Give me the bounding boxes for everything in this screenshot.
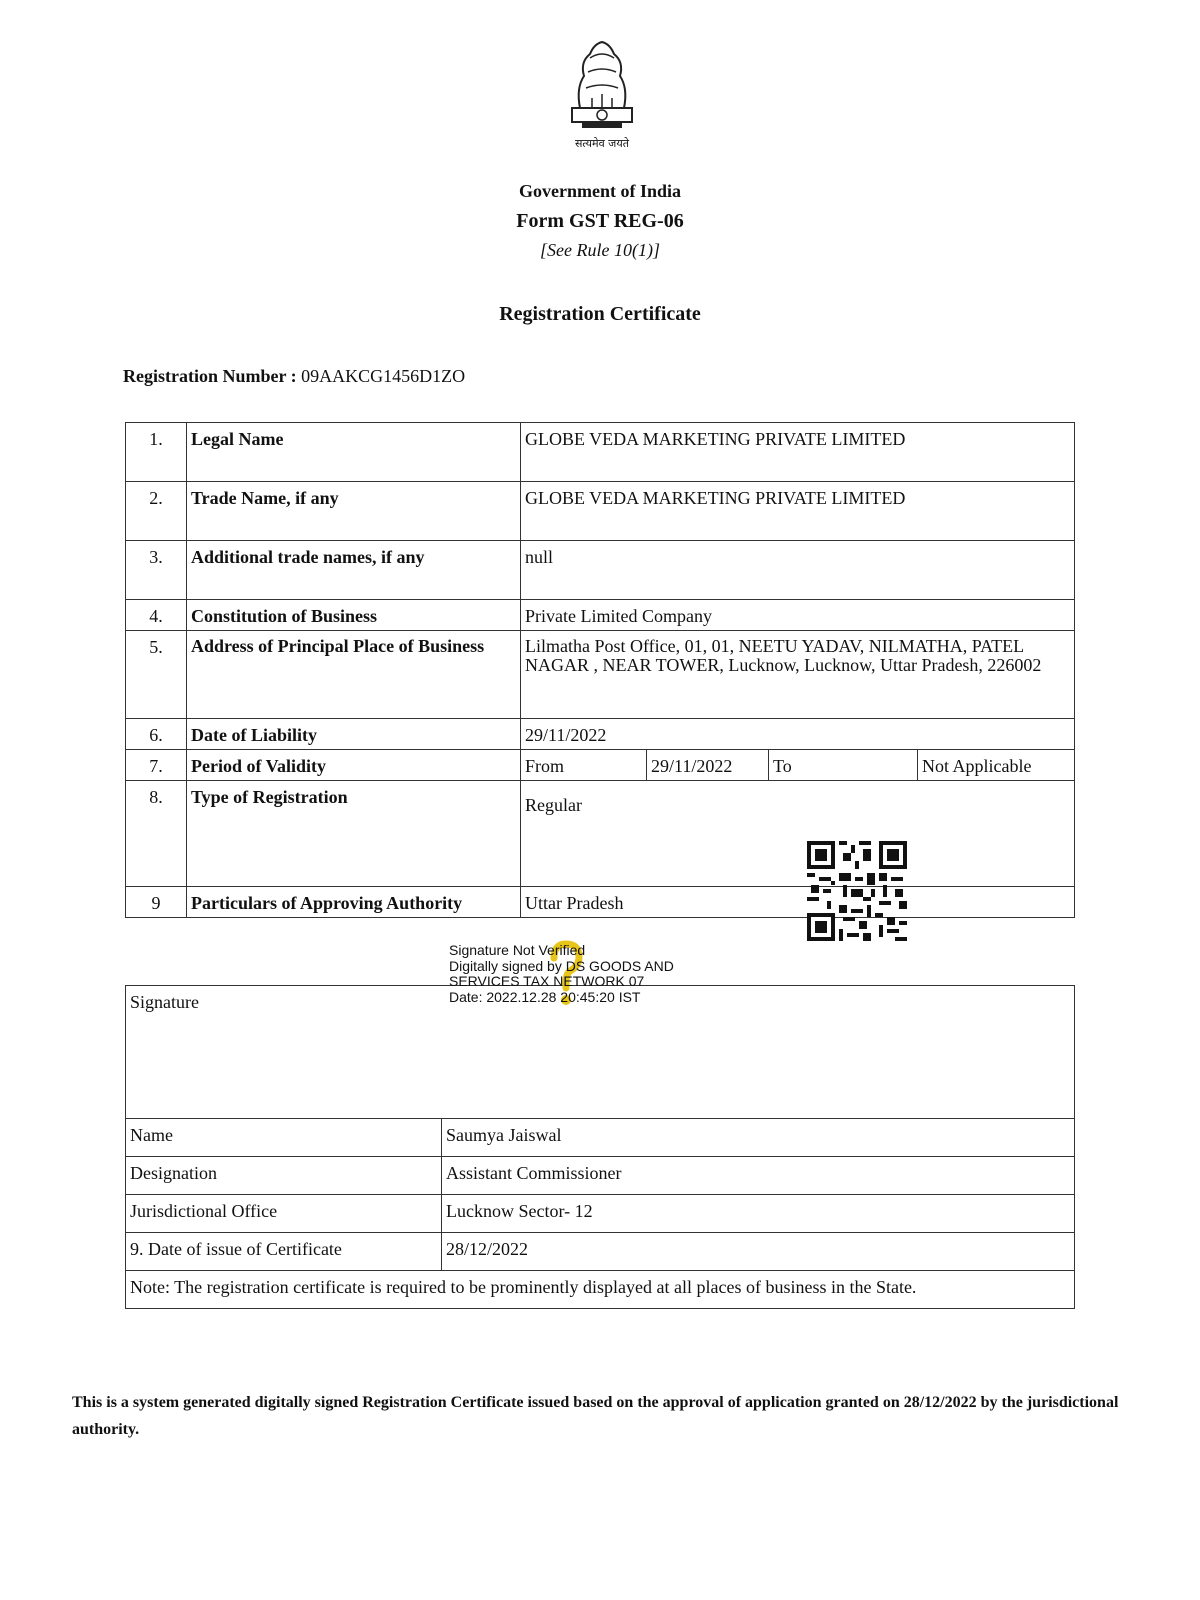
validity-to-date: Not Applicable bbox=[918, 750, 1075, 781]
row-label: Legal Name bbox=[187, 423, 521, 482]
table-row bbox=[126, 1119, 1075, 1157]
validity-from-label: From bbox=[521, 750, 647, 781]
row-label: Period of Validity bbox=[187, 750, 521, 781]
stamp-line: SERVICES TAX NETWORK 07 bbox=[449, 973, 645, 989]
row-label: Additional trade names, if any bbox=[187, 541, 521, 600]
row-number: 9 bbox=[126, 887, 187, 918]
table-row bbox=[126, 631, 1075, 719]
name-label: Name bbox=[126, 1119, 442, 1157]
row-number: 4. bbox=[126, 600, 187, 631]
issue-date-label: 9. Date of issue of Certificate bbox=[126, 1233, 442, 1271]
row-value: GLOBE VEDA MARKETING PRIVATE LIMITED bbox=[521, 482, 1075, 541]
row-number: 1. bbox=[126, 423, 187, 482]
row-label: Particulars of Approving Authority bbox=[187, 887, 521, 918]
stamp-line: Signature Not Verified bbox=[449, 942, 586, 958]
signature-table bbox=[125, 985, 1075, 1309]
designation-label: Designation bbox=[126, 1157, 442, 1195]
issue-date-value: 28/12/2022 bbox=[442, 1233, 1075, 1271]
row-value: Uttar Pradesh bbox=[521, 887, 1075, 918]
row-label: Address of Principal Place of Business bbox=[187, 631, 521, 719]
row-label: Type of Registration bbox=[187, 781, 521, 887]
table-row bbox=[126, 1233, 1075, 1271]
validity-to-label: To bbox=[769, 750, 918, 781]
table-row bbox=[126, 1195, 1075, 1233]
row-number: 8. bbox=[126, 781, 187, 887]
stamp-line: Digitally signed by DS GOODS AND bbox=[449, 957, 674, 974]
form-heading: Form GST REG-06 bbox=[516, 210, 684, 232]
row-number: 2. bbox=[126, 482, 187, 541]
table-row bbox=[126, 986, 1075, 1119]
note-text: Note: The registration certificate is required to be prominently displayed at all places of business in the State. bbox=[126, 1271, 1075, 1309]
row-number: 6. bbox=[126, 719, 187, 750]
row-label: Date of Liability bbox=[187, 719, 521, 750]
table-row bbox=[126, 1271, 1075, 1309]
row-number: 5. bbox=[126, 631, 187, 719]
footer-note: This is a system generated digitally signed Registration Certificate issued based on the approval of application granted on 28/12/2022 by the jurisdictional authority. bbox=[72, 1394, 1119, 1438]
row-number: 3. bbox=[126, 541, 187, 600]
office-label: Jurisdictional Office bbox=[126, 1195, 442, 1233]
table-row bbox=[126, 541, 1075, 600]
signature-label: Signature bbox=[126, 986, 1075, 1119]
table-row bbox=[126, 887, 1075, 918]
rule-reference: [See Rule 10(1)] bbox=[540, 240, 660, 260]
table-row bbox=[126, 1157, 1075, 1195]
registration-number-label: Registration Number : bbox=[123, 366, 297, 386]
validity-from-date: 29/11/2022 bbox=[647, 750, 769, 781]
row-value: GLOBE VEDA MARKETING PRIVATE LIMITED bbox=[521, 423, 1075, 482]
certificate-table bbox=[125, 422, 1075, 918]
table-row bbox=[126, 719, 1075, 750]
table-row bbox=[126, 423, 1075, 482]
digital-signature-stamp bbox=[449, 943, 709, 1005]
table-row bbox=[126, 482, 1075, 541]
registration-number bbox=[123, 366, 465, 387]
government-heading: Government of India bbox=[519, 181, 681, 201]
row-value: Lilmatha Post Office, 01, 01, NEETU YADAV, NILMATHA, PATEL NAGAR , NEAR TOWER, Lucknow, Lucknow, Uttar Pradesh, 226002 bbox=[521, 631, 1075, 719]
table-row bbox=[126, 750, 1075, 781]
name-value: Saumya Jaiswal bbox=[442, 1119, 1075, 1157]
table-row bbox=[126, 781, 1075, 887]
emblem-motto: सत्यमेव जयते bbox=[574, 137, 629, 150]
page-title: Registration Certificate bbox=[499, 303, 701, 325]
row-label: Constitution of Business bbox=[187, 600, 521, 631]
row-value: Regular bbox=[521, 781, 1075, 887]
row-value: Private Limited Company bbox=[521, 600, 1075, 631]
designation-value: Assistant Commissioner bbox=[442, 1157, 1075, 1195]
stamp-line: Date: 2022.12.28 20:45:20 IST bbox=[449, 988, 641, 1005]
row-value: 29/11/2022 bbox=[521, 719, 1075, 750]
row-value: null bbox=[521, 541, 1075, 600]
row-label: Trade Name, if any bbox=[187, 482, 521, 541]
office-value: Lucknow Sector- 12 bbox=[442, 1195, 1075, 1233]
table-row bbox=[126, 600, 1075, 631]
national-emblem-icon bbox=[562, 38, 642, 134]
qr-code-icon bbox=[806, 841, 908, 941]
row-number: 7. bbox=[126, 750, 187, 781]
registration-number-value: 09AAKCG1456D1ZO bbox=[301, 366, 466, 386]
